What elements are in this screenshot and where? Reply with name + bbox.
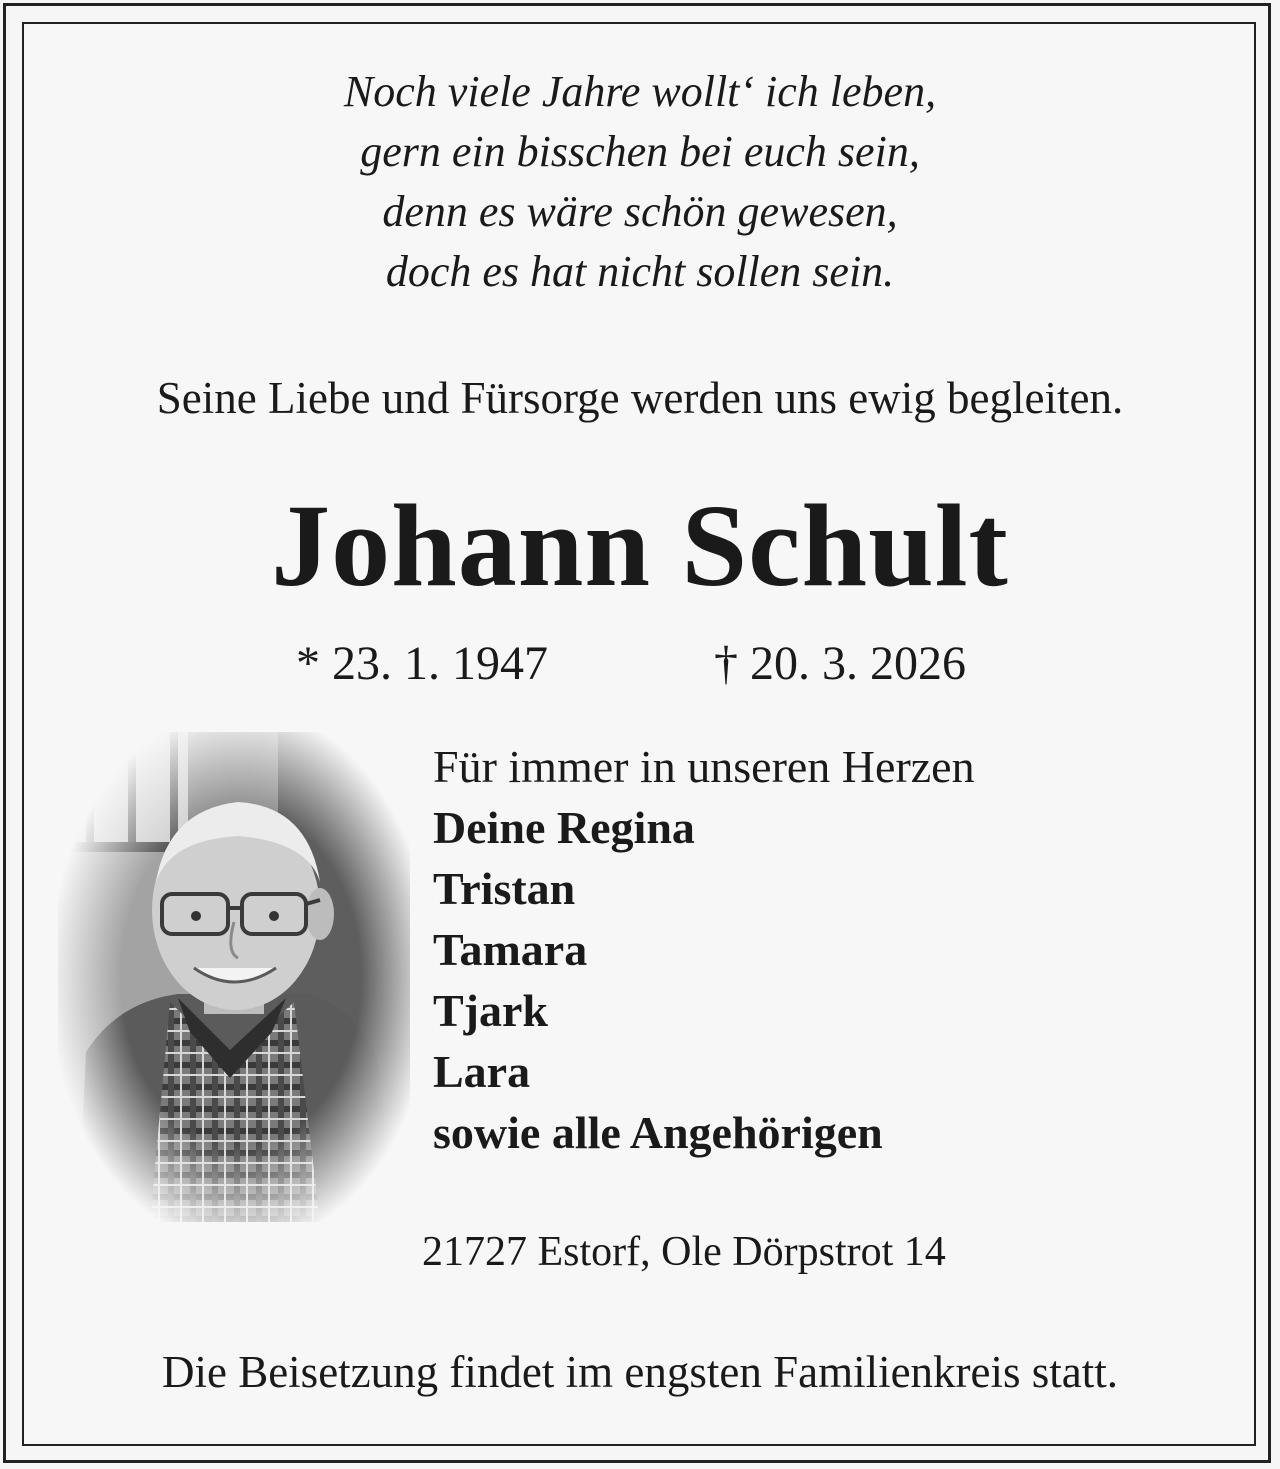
poem-line: doch es hat nicht sollen sein. (385, 247, 895, 296)
mourner-name: Tamara (433, 924, 588, 975)
mourner-name: Tristan (433, 863, 576, 914)
mourners-list (433, 736, 975, 1163)
mourner-name: Tjark (433, 985, 548, 1036)
burial-note: Die Beisetzung findet im engsten Familienkreis statt. (161, 1347, 1119, 1397)
poem-line: Noch viele Jahre wollt‘ ich leben, (343, 67, 937, 116)
poem-line: gern ein bisschen bei euch sein, (360, 127, 920, 176)
mourner-name: Deine Regina (433, 802, 695, 853)
deceased-name: Johann Schult (271, 480, 1009, 611)
mourner-name: Lara (433, 1046, 531, 1097)
portrait-photo (58, 732, 410, 1222)
tagline: Seine Liebe und Fürsorge werden uns ewig begleiten. (156, 373, 1124, 423)
address: 21727 Estorf, Ole Dörpstrot 14 (422, 1229, 946, 1275)
poem-line: denn es wäre schön gewesen, (382, 187, 898, 236)
poem (0, 62, 1280, 302)
death-date: † 20. 3. 2026 (714, 637, 966, 690)
mourners-intro: Für immer in unseren Herzen (433, 741, 975, 792)
mourner-name: sowie alle Angehörigen (433, 1107, 883, 1158)
birth-date: * 23. 1. 1947 (296, 637, 548, 690)
